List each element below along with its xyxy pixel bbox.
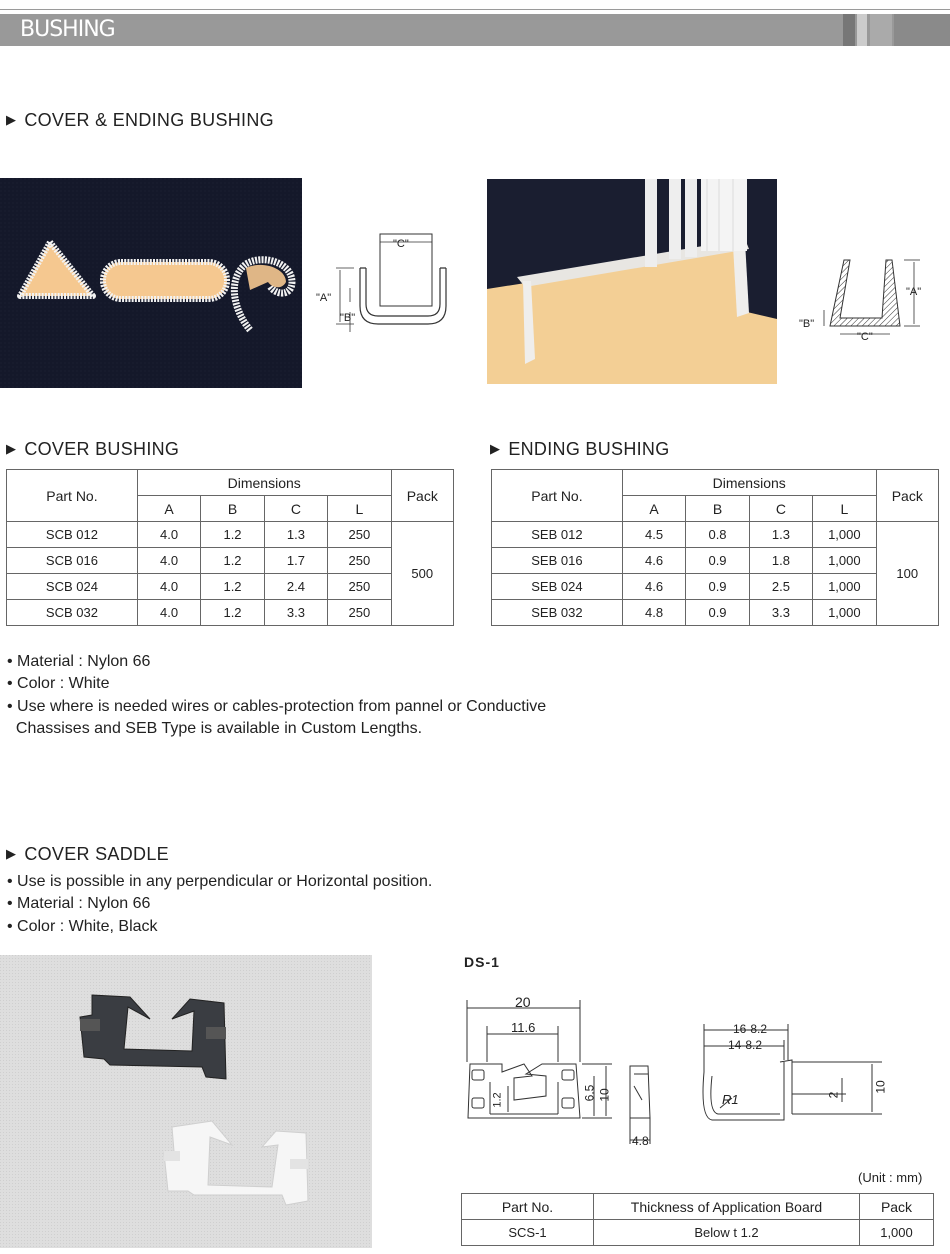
cell-a: 4.5 (622, 522, 685, 548)
dim-6-5: 6.5 (582, 1084, 597, 1102)
triangle-bullet-icon: ▶ (6, 112, 17, 127)
cell-part: SCB 016 (7, 548, 138, 574)
cell-l: 250 (328, 522, 391, 548)
header-title: BUSHING (20, 17, 115, 42)
note-use: • Use is possible in any perpendicular or Horizontal position. (7, 873, 433, 890)
col-header-a: A (137, 496, 200, 522)
cell-c: 2.5 (749, 574, 812, 600)
cell-b: 0.9 (686, 600, 749, 626)
section-heading-cover-saddle: ▶ COVER SADDLE (6, 844, 169, 864)
cell-a: 4.0 (137, 574, 200, 600)
col-header-b: B (686, 496, 749, 522)
cover-saddle-photo (0, 955, 372, 1248)
col-header-a: A (622, 496, 685, 522)
cell-part: SCB 024 (7, 574, 138, 600)
cell-c: 1.8 (749, 548, 812, 574)
cell-c: 2.4 (264, 574, 327, 600)
table-row (7, 600, 454, 626)
cell-part: SEB 016 (492, 548, 623, 574)
triangle-bullet-icon: ▶ (490, 441, 501, 456)
col-header-c: C (749, 496, 812, 522)
cell-l: 1,000 (813, 522, 876, 548)
label-B-ending: "B" (799, 318, 815, 330)
cell-pack: 1,000 (860, 1220, 934, 1246)
cell-part: SCS-1 (462, 1220, 594, 1246)
cover-bushing-photo (0, 178, 302, 388)
cell-a: 4.8 (622, 600, 685, 626)
unit-label: (Unit : mm) (858, 1170, 923, 1185)
col-header-dimensions: Dimensions (137, 470, 391, 496)
cell-part: SEB 012 (492, 522, 623, 548)
note-use: • Use where is needed wires or cables-protection from pannel or Conductive (7, 697, 547, 715)
dim-16-8-2: 16-8.2 (733, 1022, 768, 1036)
cell-b: 1.2 (201, 548, 264, 574)
ending-bushing-photo (487, 179, 777, 384)
cell-c: 1.3 (264, 522, 327, 548)
table-row (7, 548, 454, 574)
dim-10: 10 (597, 1088, 612, 1102)
dim-r1: R1 (722, 1092, 739, 1107)
cell-b: 1.2 (201, 522, 264, 548)
table-row (492, 574, 939, 600)
col-header-part-no: Part No. (492, 470, 623, 522)
note-color: • Color : White, Black (7, 917, 158, 935)
cell-c: 1.3 (749, 522, 812, 548)
cell-b: 0.9 (686, 548, 749, 574)
section-heading-ending-bushing: ▶ ENDING BUSHING (490, 439, 670, 459)
cell-l: 250 (328, 548, 391, 574)
cell-c: 3.3 (264, 600, 327, 626)
cover-saddle-table (461, 1193, 934, 1246)
col-header-l: L (813, 496, 876, 522)
table-row (492, 600, 939, 626)
dim-20: 20 (515, 994, 531, 1010)
col-header-b: B (201, 496, 264, 522)
cell-a: 4.0 (137, 548, 200, 574)
col-header-l: L (328, 496, 391, 522)
dim-2: 2 (826, 1091, 841, 1099)
cell-c: 1.7 (264, 548, 327, 574)
cell-pack: 100 (876, 522, 938, 626)
cell-l: 250 (328, 574, 391, 600)
note-use-cont: Chassises and SEB Type is available in Custom Lengths. (7, 719, 423, 737)
dim-10-side: 10 (873, 1080, 888, 1094)
cell-part: SEB 032 (492, 600, 623, 626)
label-A-cover: "A" (316, 292, 332, 304)
cell-b: 0.9 (686, 574, 749, 600)
col-header-part-no: Part No. (462, 1194, 594, 1220)
triangle-bullet-icon: ▶ (6, 846, 17, 861)
cell-part: SCB 012 (7, 522, 138, 548)
table-row (7, 574, 454, 600)
cell-part: SEB 024 (492, 574, 623, 600)
cell-a: 4.6 (622, 574, 685, 600)
col-header-dimensions: Dimensions (622, 470, 876, 496)
cell-b: 0.8 (686, 522, 749, 548)
cover-bushing-diagram (310, 228, 460, 353)
cell-l: 1,000 (813, 574, 876, 600)
col-header-thickness: Thickness of Application Board (594, 1194, 860, 1220)
ds1-technical-drawing (462, 990, 902, 1160)
dim-4-8: 4.8 (632, 1134, 649, 1148)
note-material: • Material : Nylon 66 (7, 895, 151, 913)
col-header-c: C (264, 496, 327, 522)
col-header-pack: Pack (876, 470, 938, 522)
cover-bushing-table (6, 469, 454, 626)
cell-c: 3.3 (749, 600, 812, 626)
label-C-cover: "C" (393, 238, 409, 250)
label-A-ending: "A" (906, 286, 922, 298)
note-color: • Color : White (7, 675, 110, 693)
col-header-pack: Pack (391, 470, 453, 522)
cell-a: 4.0 (137, 522, 200, 548)
bushing-notes (7, 651, 546, 740)
ds1-label: DS-1 (464, 954, 500, 970)
ending-bushing-table (491, 469, 939, 626)
table-row (492, 548, 939, 574)
cell-b: 1.2 (201, 574, 264, 600)
note-material: • Material : Nylon 66 (7, 653, 151, 670)
dim-11-6: 11.6 (511, 1020, 536, 1035)
top-rule (0, 9, 950, 10)
cell-pack: 500 (391, 522, 453, 626)
header-banner (0, 14, 950, 46)
cell-b: 1.2 (201, 600, 264, 626)
section-heading-cover-bushing: ▶ COVER BUSHING (6, 439, 180, 459)
cell-l: 1,000 (813, 600, 876, 626)
cell-a: 4.6 (622, 548, 685, 574)
table-row (7, 522, 454, 548)
cell-part: SCB 032 (7, 600, 138, 626)
dim-1-2: 1.2 (491, 1092, 504, 1108)
cell-a: 4.0 (137, 600, 200, 626)
section-heading-cover-ending: ▶ COVER & ENDING BUSHING (6, 110, 274, 130)
dim-14-8-2: 14-8.2 (728, 1038, 763, 1052)
cell-thickness: Below t 1.2 (594, 1220, 860, 1246)
col-header-pack: Pack (860, 1194, 934, 1220)
col-header-part-no: Part No. (7, 470, 138, 522)
cell-l: 250 (328, 600, 391, 626)
saddle-notes (7, 871, 432, 938)
cell-l: 1,000 (813, 548, 876, 574)
triangle-bullet-icon: ▶ (6, 441, 17, 456)
label-B-cover: "B" (340, 312, 356, 324)
label-C-ending: "C" (857, 331, 873, 343)
table-row (462, 1220, 934, 1246)
table-row (492, 522, 939, 548)
